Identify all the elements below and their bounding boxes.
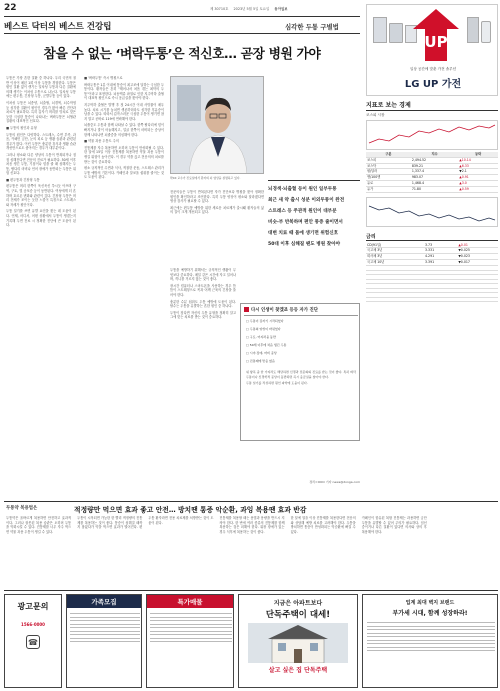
market-subtitle: 코스피 시장	[366, 113, 385, 117]
article-body-col4: 두통을 예방하기 위해서는 규칙적인 생활이 무엇보다 중요하다. 매일 같은 시간에 자고 일어나며, 끼니를 거르지 않는 것이 좋다. 장시간 컴퓨터나 스마트폰을 사용하는 경우 틈틈이 스트레칭으로 목과 어깨 근육의 긴장을 풀어야 한다. 충분한 수분 섭취도 두통 예방에 도움이 된다. 탈수는 두통을 유발하는 흔한 원인 중 하나다. 두통이 잦다면 자신의 두통 유형을 정확히 알고 그에 맞는 치료를 받는 것이 중요하다.	[170, 268, 236, 320]
ad-house[interactable]	[238, 594, 358, 688]
page-number: 22	[4, 3, 17, 13]
checklist-item-2: □ 구토, 어지러움 동반	[246, 335, 276, 339]
ad-wallpaper-line2: 부가세 시대, 함께 성장하라!	[392, 610, 468, 617]
ad-contact-title: 광고문의	[17, 602, 49, 611]
pullquote-line-0: 뇌경색·뇌출혈 등이 원인 일부두통	[268, 187, 337, 192]
table-row: 국고채 3년 3.331 ▼0.025	[366, 248, 498, 254]
purifier-icon	[481, 21, 491, 43]
second-article-kicker: 두통약 복용법은	[6, 506, 38, 511]
house-image	[248, 623, 348, 663]
pullquote-box	[268, 180, 360, 260]
ad-family[interactable]	[66, 594, 142, 688]
market-chart	[366, 120, 498, 150]
ad-family-title: 가족모집	[67, 595, 141, 608]
ad-wallpaper[interactable]	[362, 594, 498, 688]
lg-up-ad[interactable]	[366, 4, 498, 96]
fridge-icon	[373, 17, 387, 43]
checklist-note: 위 항목 중 한 가지라도 해당하면 신경과 전문의의 진료를 받는 것이 좋다. 특히 벼락두통이나 신경학적 증상이 동반되면 즉시 응급실을 찾아야 한다. 두통 일기를 작성하면 원인 파악에 도움이 된다.	[246, 370, 356, 386]
ad-contact-phone: 1566-0000	[21, 622, 45, 627]
checklist-item-5: □ 진통제에 반응 없음	[246, 359, 275, 363]
table-row: CD(91일) 3.73 ▲0.01	[366, 243, 498, 248]
doctor-photo	[170, 76, 264, 174]
table-row: 엔/100엔 983.07 ▲0.91	[366, 175, 498, 181]
checklist-item-3: □ 50세 이후에 처음 생긴 두통	[246, 343, 287, 347]
ads-rule	[4, 590, 498, 591]
issue-number: 제 30710호	[210, 7, 229, 11]
second-article-title: 적정량만 먹으면 효과 좋고 안전… 방치땐 통증 악순환, 과잉 복용땐 효과 반감	[74, 506, 307, 514]
ad-family-body	[70, 611, 140, 685]
market-title: 지표로 보는 경제	[366, 100, 498, 111]
ad-tagline: 일상 공간에 맞춘 가전 솔루션	[409, 67, 457, 71]
table-row: 코스닥 839.21 ▲6.33	[366, 163, 498, 169]
pullquote-line-2: 스트레스 등 주관적 원인이 대부분	[268, 209, 337, 214]
checklist-title: 다시 인생이 찾겠죠 등등 자가 진단	[244, 307, 358, 313]
topic-title: 심각한 두통 구별법	[285, 23, 339, 31]
rates-table	[366, 243, 498, 266]
table-row: 코스피 2,494.52 ▲10.14	[366, 157, 498, 163]
pullquote-line-3: 비슷-부 반복하며 편안 통증 줄이면서	[268, 220, 343, 225]
up-logo	[413, 9, 459, 61]
ad-house-line3: 살고 싶은 집 단독주택	[268, 667, 328, 674]
check-icon	[244, 307, 249, 312]
rates-title: 금리	[366, 233, 498, 241]
ad-bargain[interactable]	[146, 594, 234, 688]
pullquote-line-5: 50대 이후 심해질 땐도 병원 찾아야	[268, 242, 341, 247]
pullquote-line-4: 대변 치료 때 몸에 생기면 위험신호	[268, 231, 339, 236]
table-row: 유가 71.80 ▲0.59	[366, 186, 498, 192]
paper-name: 동아일보	[274, 7, 288, 11]
photo-caption: 박XX 교수가 진료실에서 환자의 뇌 영상을 설명하고 있다.	[170, 176, 241, 180]
checklist-item-4: □ 시야 장애, 마비 증상	[246, 351, 277, 355]
ad-bargain-title: 특가매물	[147, 595, 233, 608]
main-headline: 참을 수 없는 ‘벼락두통’은 적신호… 곧장 병원 가야	[43, 47, 321, 62]
section-rule	[4, 33, 360, 34]
styler-icon	[467, 17, 479, 43]
checklist-item-0: □ 두통이 갑자기 시작되었다	[246, 319, 284, 323]
table-row: 유로 1,468.4 ▲3.0	[366, 180, 498, 186]
market-chart-2	[366, 197, 498, 227]
table-row: 국고채 10년 3.391 ▼0.017	[366, 259, 498, 265]
second-article-body: 두통약은 올바르게 복용하면 안전하고 효과적이다. 그러나 잘못된 복용 습관은 오히려 두통을 악화시킬 수 있다. 진통제를 너무 자주 먹으면 약물 과용 두통이 생길 수 있다. 두통이 시작되면 가능한 한 빨리 적정량의 진통제를 복용하는 것이 좋다. 통증이 심해질 때까지 참았다가 약을 먹으면 효과가 떨어진다. 편두통 환자라면 전용 치료제를 처방받는 것이 도움이 된다. 진통제를 복용할 때는 용법과 용량을 반드시 지켜야 한다. 한 번에 여러 종류의 진통제를 함께 복용하는 것은 피해야 한다. 위장 장애가 있는 경우 식후에 복용하는 것이 좋다. 한 달에 열흘 이상 진통제를 복용한다면 전문의와 상담해 예방 치료를 고려해야 한다. 두통을 방치하면 통증이 만성화되는 악순환에 빠질 수 있다. 카페인이 함유된 복합 진통제는 과용하면 금단 두통을 유발할 수 있어 주의가 필요하다. 임신 중이거나 다른 질환이 있다면 의사와 상의 후 복용해야 한다.	[6, 516, 427, 534]
second-article-rule	[4, 501, 498, 502]
up-logo-text: UP	[424, 33, 448, 51]
issue-date: 2023년 5월 5일 토요일	[233, 7, 270, 11]
section-title: 베스트 닥터의 베스트 건강팁	[4, 22, 112, 32]
ad-wallpaper-line1: 업계 최대 벽지 브랜드	[405, 600, 455, 606]
checklist-box	[240, 303, 360, 441]
table-row: 원/달러 1,337.4 ▼2.1	[366, 169, 498, 175]
sidebar-filler-lines	[366, 270, 498, 302]
market-sidebar	[366, 100, 498, 498]
article-body-col3: 전문의들은 두통이 반복된다면 자가 진단보다 병원을 찾아 정확한 원인을 확인하라고 조언한다. 특히 두통 양상이 평소와 달라졌다면 영상 검사가 필요할 수 있다. 최근에는 편두통 예방을 위한 새로운 치료제가 출시돼 환자들의 삶의 질이 크게 개선되고 있다.	[170, 190, 264, 215]
top-rule	[4, 16, 360, 17]
checklist-item-1: □ 두통의 양상이 바뀌었다	[246, 327, 281, 331]
issue-info	[210, 6, 288, 11]
phone-icon: ☎	[26, 635, 40, 649]
ad-brand: LG UP 가전	[404, 79, 462, 90]
article-body-col1: 두통은 가장 흔한 질환 중 하나다. 우리 국민의 절반 이상이 매년 1회 이상 두통을 경험한다. 두통은 원인 질환 없이 생기는 일차성 두통과 다른 질환에 의해 생기는 이차성 두통으로 나눈다. 일차성 두통에는 편두통, 긴장형 두통, 군발두통 등이 있다. 이차성 두통은 뇌종양, 뇌출혈, 뇌경색, 뇌수막염 등 심각한 질환이 원인인 경우가 많아 빠른 진단과 치료가 필요하다. 특히 갑자기 머리를 망치로 맞은 듯한 극심한 통증이 나타나는 벼락두통은 뇌혈관 질환의 대표적인 신호다. ■ 두통의 원인과 유형 두통의 원인은 다양하다. 스트레스, 수면 부족, 과음, 카페인 금단, 눈의 피로 등 생활 습관과 관련된 경우가 많다. 이런 두통은 충분한 휴식과 생활 습관 개선만으로도 좋아지는 경우가 대부분이다. 그러나 평소와 다른 양상의 두통이 반복되거나 점점 심해진다면 전문의 진료가 필요하다. 50세 이후 처음 생긴 두통, 기침이나 힘을 줄 때 심해지는 두통, 팔다리 마비나 언어 장애가 동반되는 두통은 위험 신호다. ■ 편두통과 긴장형 두통 편두통은 머리 한쪽이 욱신욱신 쑤시듯 아프며 구역, 구토, 빛 공포증 등이 동반된다. 여성에게 더 흔하며 호르몬 변화와 관련이 깊다. 긴장형 두통은 머리 전체가 조이는 듯한 느낌이 특징으로 스트레스와 자세가 원인이다. 두통 일기를 쓰면 유발 요인을 찾는 데 도움이 된다. 언제, 어디서, 어떤 상황에서 두통이 생겼는지 기록해 두면 진료 시 정확한 진단에 큰 도움이 된다.	[6, 76, 76, 228]
table-row: 회사채 3년 4.291 ▼0.023	[366, 254, 498, 260]
ad-wallpaper-body	[367, 619, 495, 685]
pullquote-line-1: 최근 새 약 출시 성분 이외두통이 완전	[268, 198, 345, 203]
market-table: 구분 지수 등락 코스피 2,494.52 ▲10.14 코스닥 839.21 ▲6.33 원/달러 1,337.4 ▼2.1 엔/100엔 983.07 ▲0.91 유로 1,468.4 ▲3.0 유가 71.80 ▲0.59	[366, 152, 498, 193]
author-line: 정리=OOO 기자 news@donga.com	[309, 480, 360, 484]
article-body-col2: ■ '벼락두통' 즉시 병원으로 벼락두통은 1분 이내에 통증이 최고조에 달하는 극심한 두통이다. 환자들은 흔히 "태어나서 처음 겪는 최악의 두통"이라고 표현한다. 뇌동맥류 파열로 인한 지주막하 출혈이 대표적 원인으로 즉시 응급실을 찾아야 한다. 지주막하 출혈은 발병 후 첫 24시간 이내 사망률이 매우 높다. 치료 시기를 놓치면 생존하더라도 심각한 후유증이 남을 수 있다. 따라서 갑작스러운 극심한 두통이 생기면 참지 말고 곧바로 119에 연락해야 한다. 뇌졸중도 두통과 함께 나타날 수 있다. 한쪽 팔다리에 힘이 빠지거나 말이 어눌해지고, 얼굴 한쪽이 마비되는 증상이 함께 나타나면 뇌졸중을 의심해야 한다. ■ 약물 과용 두통도 주의 진통제를 자주 복용하면 오히려 두통이 만성화될 수 있다. 한 달에 15일 이상 진통제를 복용하면 약물 과용 두통이 생길 위험이 높아진다. 이 경우 약을 끊고 전문의의 치료를 받는 것이 중요하다. 평소 규칙적인 수면과 식사, 적절한 운동, 스트레스 관리가 두통 예방의 기본이다. 카페인과 알코올 섭취를 줄이는 것도 도움이 된다.	[84, 76, 164, 180]
ad-contact[interactable]	[4, 594, 62, 688]
ad-house-line2: 단독주택이 대세!	[265, 610, 331, 620]
ad-house-line1: 지금은 아파트보다	[273, 600, 323, 607]
washer-icon	[389, 23, 403, 43]
ad-bargain-body	[150, 611, 232, 685]
